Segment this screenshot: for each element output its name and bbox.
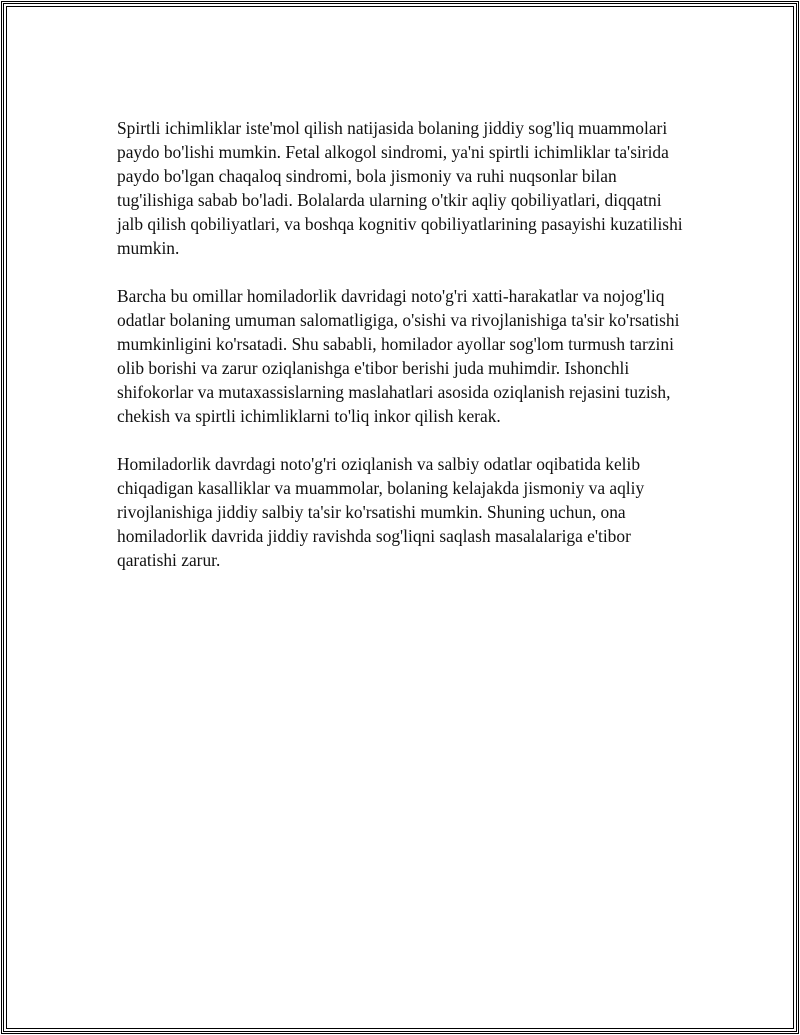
paragraph-3: Homiladorlik davrdagi noto'g'ri oziqlanish va salbiy odatlar oqibatida kelib chiqadigan kasalliklar va muammolar, bolaning kelajakda jismoniy va aqliy rivojlanishiga jiddiy salbiy ta'sir ko'rsatishi mumkin. Shuning uchun, ona homiladorlik davrida jiddiy ravishda sog'liqni saqlash masalalariga e'tibor qaratishi zarur. xyxy=(117,454,645,570)
paragraph-1: Spirtli ichimliklar iste'mol qilish natijasida bolaning jiddiy sog'liq muammolari paydo bo'lishi mumkin. Fetal alkogol sindromi, ya'ni spirtli ichimliklar ta'sirida paydo bo'lgan chaqaloq sindromi, bola jismoniy va ruhi nuqsonlar bilan tug'ilishiga sabab bo'ladi. Bolalarda ularning o'tkir aqliy qobiliyatlari, diqqatni jalb qilish qobiliyatlari, va boshqa kognitiv qobiliyatlarining pasayishi kuzatilishi mumkin. xyxy=(117,118,683,258)
document-body xyxy=(117,116,687,596)
paragraph-2: Barcha bu omillar homiladorlik davridagi noto'g'ri xatti-harakatlar va nojog'liq odatlar bolaning umuman salomatligiga, o'sishi va rivojlanishiga ta'sir ko'rsatishi mumkinligini ko'rsatadi. Shu sababli, homilador ayollar sog'lom turmush tarzini olib borishi va zarur oziqlanishga e'tibor berishi juda muhimdir. Ishonchli shifokorlar va mutaxassislarning maslahatlari asosida oziqlanish rejasini tuzish, chekish va spirtli ichimliklarni to'liq inkor qilish kerak. xyxy=(117,286,680,426)
